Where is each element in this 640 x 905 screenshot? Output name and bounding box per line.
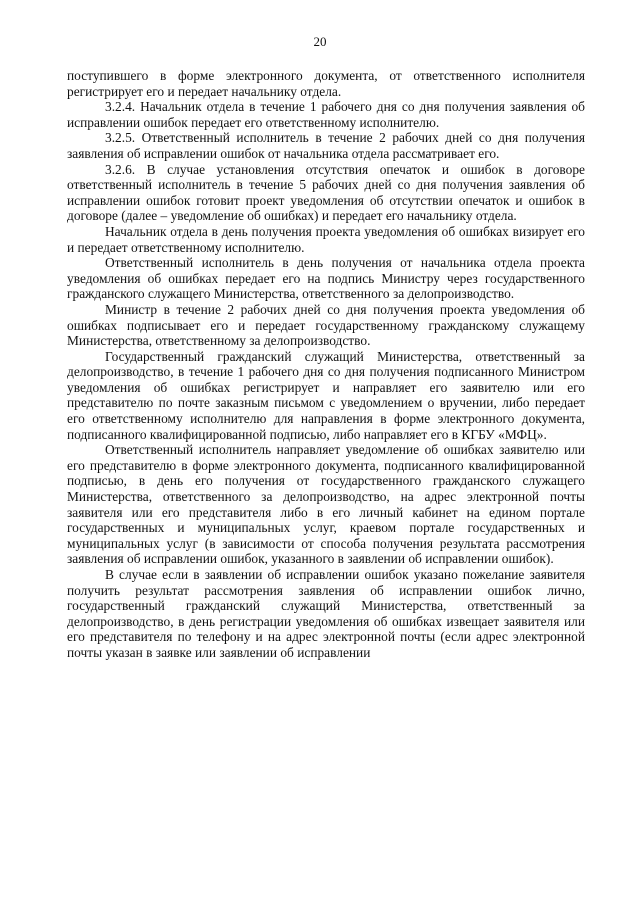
paragraph-signature-routing: Ответственный исполнитель в день получения от начальника отдела проекта уведомления об ошибках передает его на подпись Министру через государственного гражданского служащего Министерства, ответственного за делопроизводство. xyxy=(67,255,585,302)
page-number: 20 xyxy=(313,34,327,49)
paragraph-registration: Государственный гражданский служащий Министерства, ответственный за делопроизводство, в течение 1 рабочего дня со дня получения подписанного Министром уведомления об ошибках регистрирует и направляет его заявителю или его представителю по почте заказным письмом с уведомлением о вручении, либо передает его ответственному исполнителю для направления в форме электронного документа, подписанного квалифицированной подписью, либо направляет его в КГБУ «МФЦ». xyxy=(67,348,585,442)
paragraph-personal-receipt: В случае если в заявлении об исправлении ошибок указано пожелание заявителя получить результат рассмотрения заявления об исправлении ошибок лично, государственный гражданский служащий Министерства, ответственный за делопроизводство, в день регистрации уведомления об ошибках извещает заявителя или его представителя по телефону и на адрес электронной почты (если адрес электронной почты указан в заявке или заявлении об исправлении xyxy=(67,567,585,660)
paragraph-minister-signing: Министр в течение 2 рабочих дней со дня получения проекта уведомления об ошибках подписывает его и передает государственному гражданскому служащему Министерства, ответственному за делопроизводство. xyxy=(67,301,585,349)
paragraph-3-2-4: 3.2.4. Начальник отдела в течение 1 рабочего дня со дня получения заявления об исправлении ошибок передает его ответственному исполнителю. xyxy=(67,99,585,130)
paragraph-3-2-5: 3.2.5. Ответственный исполнитель в течение 2 рабочих дней со дня получения заявления об исправлении ошибок от начальника отдела рассматривает его. xyxy=(67,130,585,161)
document-body xyxy=(67,68,585,661)
paragraph-head-visa: Начальник отдела в день получения проекта уведомления об ошибках визирует его и передает ответственному исполнителю. xyxy=(67,223,585,255)
paragraph-3-2-6: 3.2.6. В случае установления отсутствия опечаток и ошибок в договоре ответственный исполнитель в течение 5 рабочих дней со дня получения заявления об исправлении ошибок готовит проект уведомления об отсутствии опечаток и ошибок в договоре (далее – уведомление об ошибках) и передает его начальнику отдела. xyxy=(67,161,585,224)
paragraph-continuation: поступившего в форме электронного документа, от ответственного исполнителя регистрирует его и передает начальнику отдела. xyxy=(67,68,585,99)
paragraph-electronic-delivery: Ответственный исполнитель направляет уведомление об ошибках заявителю или его представителю в форме электронного документа, подписанного квалифицированной подписью, в день его получения от государственного гражданского служащего Министерства, ответственного за делопроизводство, на адрес электронной почты заявителя или его представителя либо в его личный кабинет на едином портале государственных и муниципальных услуг, краевом портале государственных и муниципальных услуг (в зависимости от способа получения результата рассмотрения заявления об исправлении ошибок, указанного в заявлении об исправлении ошибок). xyxy=(67,442,585,567)
